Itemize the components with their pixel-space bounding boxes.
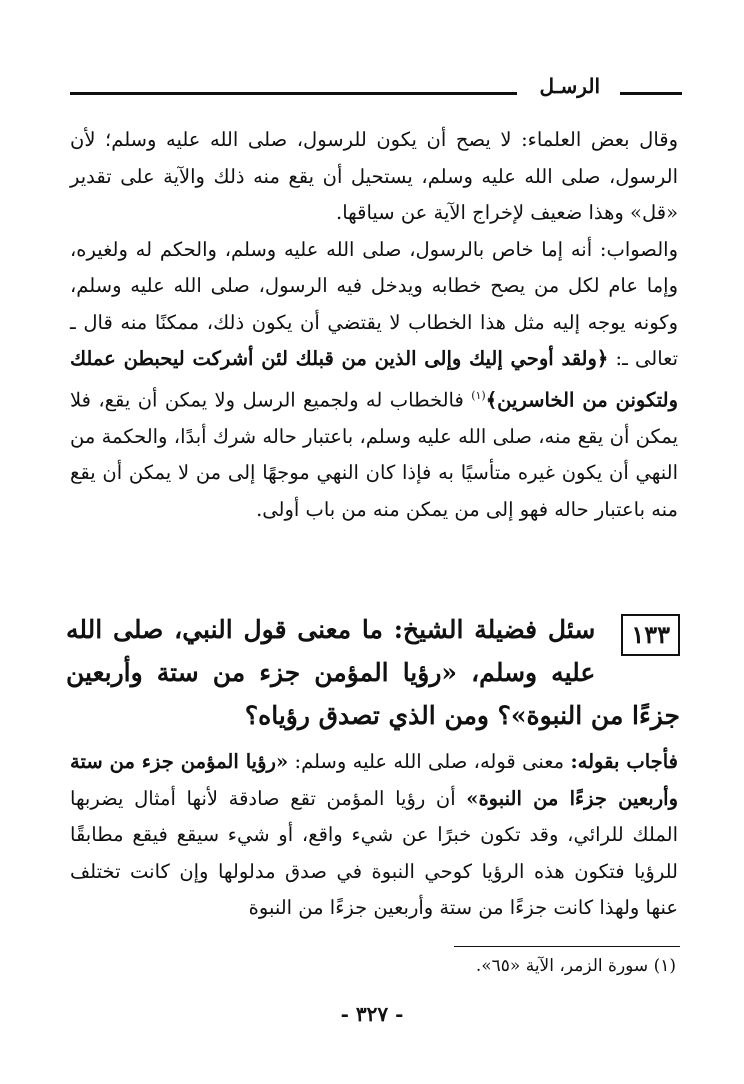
answer-text-b: أن رؤيا المؤمن تقع صادقة لأنها أمثال يضربها الملك للرائي، وقد تكون خبرًا عن شيء واقع، أو شيء سيقع فيقع مطابقًا للرؤيا فتكون هذه الرؤيا كوحي النبوة في صدق مدلولها وإن كانت تختلف عنها ولهذا كانت جزءًا من ستة وأربعين جزءًا من النبوة	[70, 786, 678, 919]
footnote: (١) سورة الزمر، الآية «٦٥».	[475, 956, 676, 976]
footnote-divider	[454, 946, 680, 947]
running-header	[70, 74, 682, 108]
paragraph-2-text-b: فالخطاب له ولجميع الرسل ولا يمكن أن يقع، فلا يمكن أن يقع منه، صلى الله عليه وسلم، باعتبار حاله شرك أبدًا، والحكمة من النهي أن يكون غيره متأسيًا به فإذا كان النهي موجهًا إلى من لا يمكن أن يقع منه باعتبار حاله فهو إلى من يمكن منه من باب أولى.	[70, 388, 678, 521]
question-block	[66, 608, 680, 737]
footnote-ref: (١)	[471, 388, 486, 402]
paragraph-2-text-a: والصواب: أنه إما خاص بالرسول، صلى الله عليه وسلم، والحكم له ولغيره، وإما عام لكل من يصح خطابه ويدخل فيه الرسول، صلى الله عليه وسلم، وكونه يوجه إليه مثل هذا الخطاب لا يقتضي أن يكون ذلك، ممكنًا منه قال ـ تعالى ـ:	[70, 237, 678, 370]
answer-text-a: معنى قوله، صلى الله عليه وسلم:	[288, 750, 571, 773]
header-title: الرسـل	[539, 74, 600, 98]
question-number-badge: ١٣٣	[621, 614, 680, 656]
answer-paragraph	[70, 744, 678, 927]
answer-lead: فأجاب بقوله:	[570, 750, 678, 773]
quran-verse: ﴿ولقد أوحي إليك وإلى الذين من قبلك لئن أشركت ليحبطن عملك ولتكونن من الخاسرين﴾	[70, 347, 678, 411]
question-text: سئل فضيلة الشيخ: ما معنى قول النبي، صلى الله عليه وسلم، «رؤيا المؤمن جزء من ستة وأربعين جزءًا من النبوة»؟ ومن الذي تصدق رؤياه؟	[66, 615, 680, 730]
header-rule-left	[70, 92, 517, 95]
paragraph-2	[70, 232, 678, 529]
body-text-top	[70, 122, 678, 528]
hadith-quote: «رؤيا المؤمن جزء من ستة وأربعين جزءًا من النبوة»	[70, 750, 678, 810]
page-number: - ٣٢٧ -	[340, 1002, 404, 1026]
paragraph-1: وقال بعض العلماء: لا يصح أن يكون للرسول، صلى الله عليه وسلم؛ لأن الرسول، صلى الله عليه وسلم، يستحيل أن يقع منه ذلك والآية على تقدير «قل» وهذا ضعيف لإخراج الآية عن سياقها.	[70, 128, 678, 224]
answer-block	[70, 744, 678, 927]
header-rule-right	[620, 92, 682, 95]
